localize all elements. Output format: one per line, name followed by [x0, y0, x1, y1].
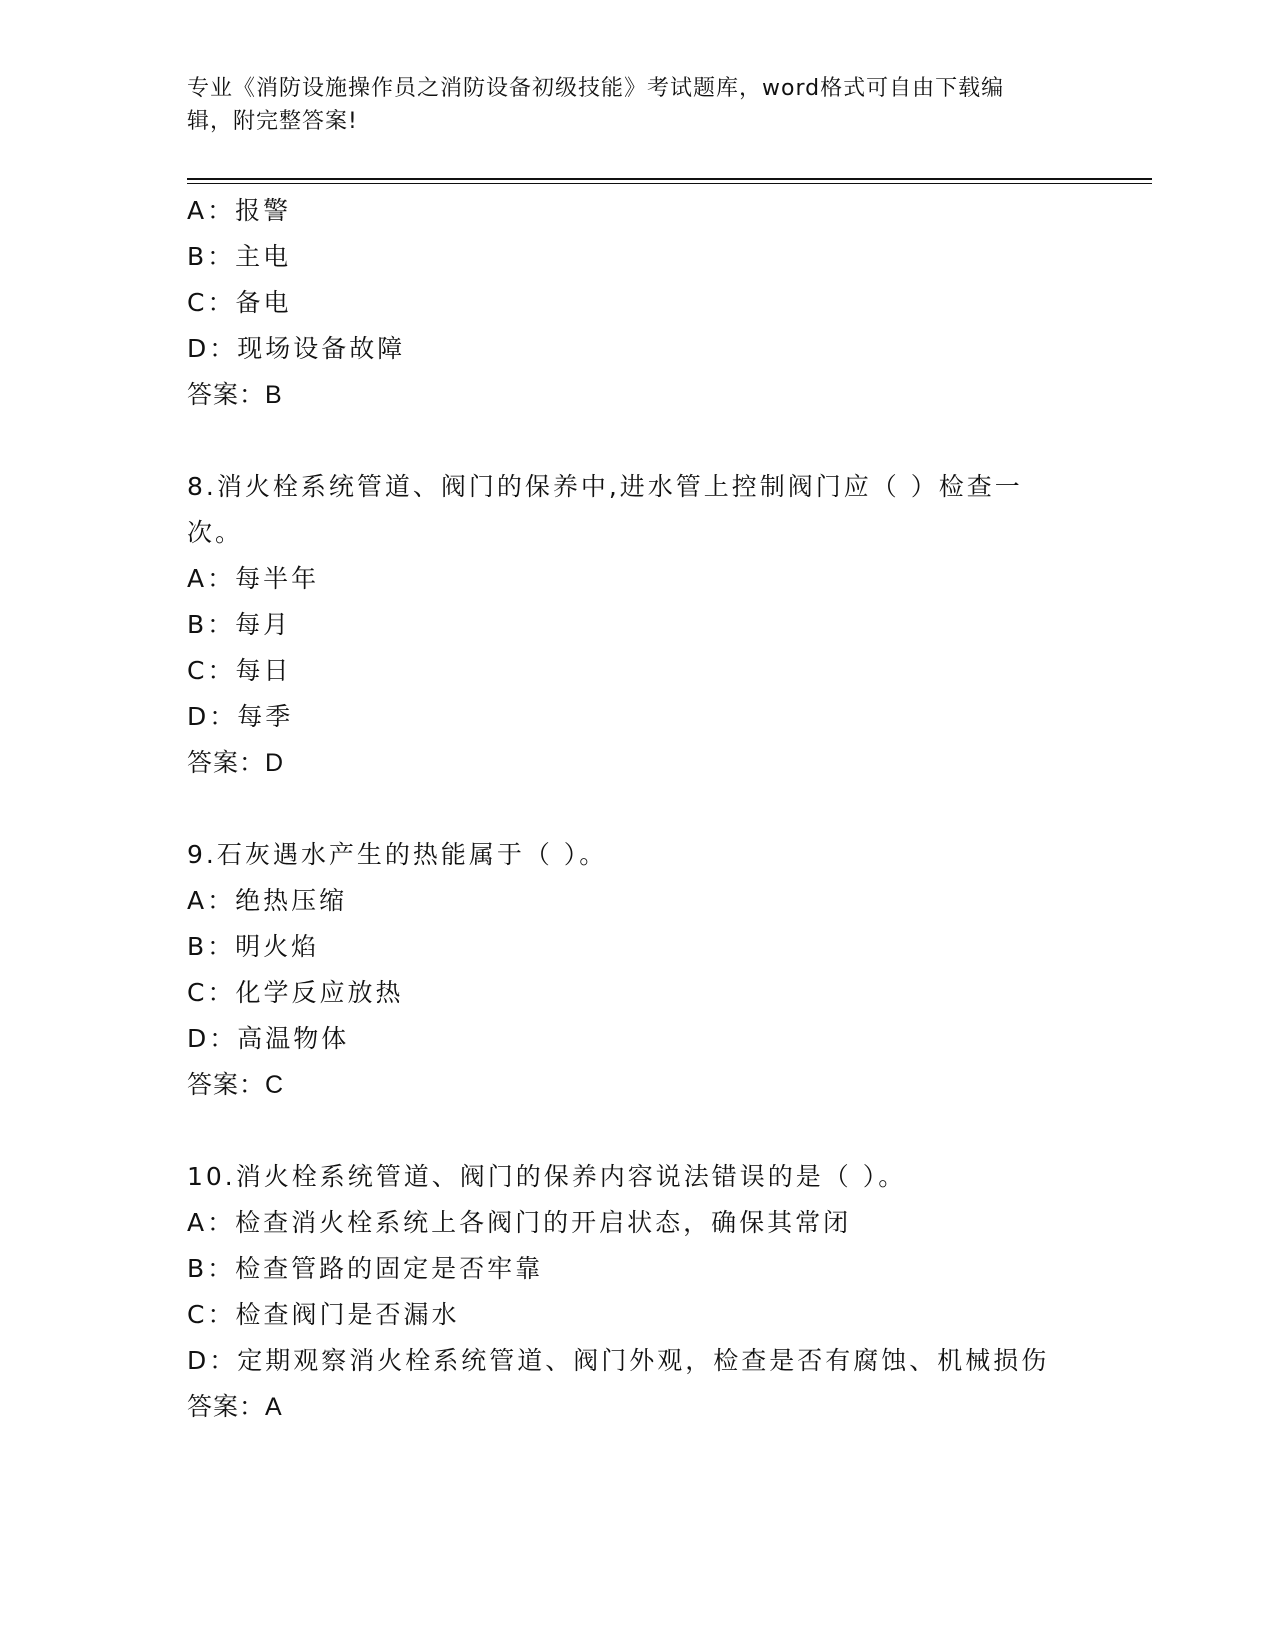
- answer-line: 答案：D: [187, 749, 285, 777]
- option-b: B：主电: [187, 242, 292, 271]
- question-block: [187, 188, 1087, 418]
- option-c: C：备电: [187, 288, 292, 317]
- option-c: C：每日: [187, 656, 292, 685]
- answer-line: 答案：A: [187, 1393, 283, 1421]
- header-line-1: 专业《消防设施操作员之消防设备初级技能》考试题库，word格式可自由下载编: [187, 76, 1005, 101]
- question-stem-continued: 次。: [187, 518, 244, 547]
- option-b: B：每月: [187, 610, 292, 639]
- header-rule-thin: [187, 183, 1152, 184]
- option-a: A：报警: [187, 196, 292, 225]
- question-block: [187, 464, 1087, 786]
- option-c: C：化学反应放热: [187, 978, 404, 1007]
- answer-line: 答案：C: [187, 1071, 285, 1099]
- option-a: A：绝热压缩: [187, 886, 348, 915]
- question-stem: 9.石灰遇水产生的热能属于（ ）。: [187, 840, 608, 869]
- option-a: A：检查消火栓系统上各阀门的开启状态，确保其常闭: [187, 1208, 852, 1237]
- spacer: [187, 786, 1087, 832]
- question-stem: 8.消火栓系统管道、阀门的保养中,进水管上控制阀门应（ ）检查一: [187, 472, 1023, 501]
- option-d: D：每季: [187, 702, 294, 731]
- answer-line: 答案：B: [187, 381, 283, 409]
- question-block: [187, 832, 1087, 1108]
- header-rule-thick: [187, 178, 1152, 180]
- option-d: D：高温物体: [187, 1024, 350, 1053]
- option-b: B：检查管路的固定是否牢靠: [187, 1254, 544, 1283]
- question-list: [187, 188, 1087, 1430]
- option-b: B：明火焰: [187, 932, 320, 961]
- spacer: [187, 1108, 1087, 1154]
- spacer: [187, 418, 1087, 464]
- option-d: D：定期观察消火栓系统管道、阀门外观，检查是否有腐蚀、机械损伤: [187, 1346, 1050, 1375]
- document-header: [187, 72, 1067, 138]
- question-block: [187, 1154, 1087, 1430]
- option-c: C：检查阀门是否漏水: [187, 1300, 460, 1329]
- option-a: A：每半年: [187, 564, 320, 593]
- question-stem: 10.消火栓系统管道、阀门的保养内容说法错误的是（ ）。: [187, 1162, 907, 1191]
- option-d: D：现场设备故障: [187, 334, 406, 363]
- header-line-2: 辑，附完整答案!: [187, 109, 358, 134]
